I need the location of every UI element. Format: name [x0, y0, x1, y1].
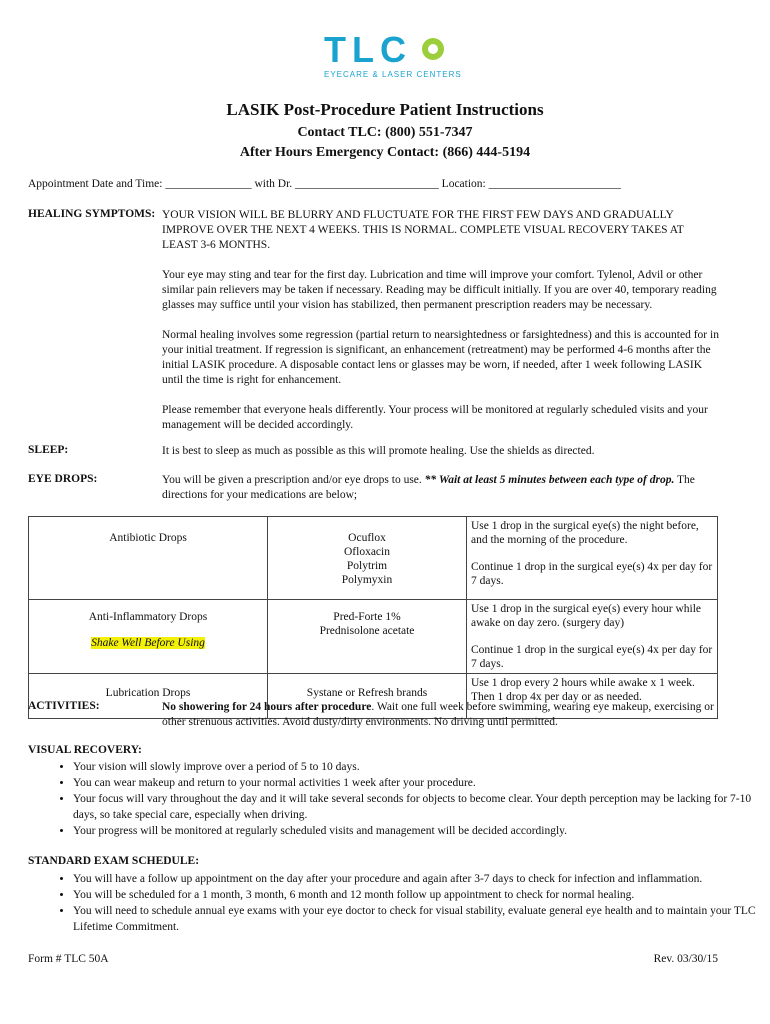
form-number: Form # TLC 50A	[28, 953, 109, 965]
appointment-line: Appointment Date and Time: _______________ with Dr. _________________________ Location: _______________________	[28, 178, 621, 190]
revision-date: Rev. 03/30/15	[653, 953, 718, 965]
drop-type: Anti-Inflammatory Drops	[88, 611, 208, 623]
table-row	[29, 517, 718, 600]
list-item: • Your focus will vary throughout the day and it will take several seconds for objects to become clear. Your depth perception may be lacking for 7-10 days, so take special care, especially when driving.	[73, 791, 770, 823]
exam-schedule-list	[28, 871, 770, 935]
healing-symptoms-text	[162, 208, 722, 433]
healing-paragraph-3: Normal healing involves some regression (partial return to nearsightedness or farsightedness) and this is accounted for in your initial treatment. If regression is significant, an enhancement (retreatment) may be performed 4-6 months after the initial LASIK procedure. A disposable contact lens or glasses may be worn, if needed, after 1 week following LASIK until the time is right for enhancement.	[162, 329, 719, 386]
direction-text: Use 1 drop in the surgical eye(s) the night before, and the morning of the procedure.	[471, 520, 699, 546]
medication-name: Polymyxin	[341, 574, 393, 586]
list-item: • You will need to schedule annual eye exams with your eye doctor to check for visual stability, evaluate general eye health and to maintain your TLC Lifetime Commitment.	[73, 903, 770, 935]
eye-drops-text	[162, 473, 722, 503]
medication-name: Ocuflox	[348, 532, 386, 544]
drop-type-cell	[29, 600, 268, 674]
drop-type: Antibiotic Drops	[109, 532, 187, 544]
healing-symptoms-label: HEALING SYMPTOMS:	[28, 208, 156, 220]
medication-cell	[268, 517, 467, 600]
sleep-text: It is best to sleep as much as possible as this will promote healing. Use the shields as directed.	[162, 445, 595, 457]
eye-drops-text-c: The directions for your medications are below;	[162, 474, 695, 501]
list-item: • You can wear makeup and return to your normal activities 1 week after your procedure.	[73, 775, 770, 791]
healing-paragraph-4: Please remember that everyone heals differently. Your process will be monitored at regularly scheduled visits and your management will be decided accordingly.	[162, 404, 708, 431]
eye-logo-icon	[420, 36, 446, 62]
healing-paragraph-1: YOUR VISION WILL BE BLURRY AND FLUCTUATE FOR THE FIRST FEW DAYS AND GRADUALLY IMPROVE OVER THE NEXT 4 WEEKS. THIS IS NORMAL. COMPLETE VISUAL RECOVERY TAKES AT LEAST 3-6 MONTHS.	[162, 209, 684, 251]
medication-name: Pred-Forte 1%	[333, 611, 401, 623]
medication-name: Systane or Refresh brands	[306, 687, 428, 699]
eye-drops-label: EYE DROPS:	[28, 473, 98, 485]
activities-rest-text: . Wait one full week before swimming, wearing eye makeup, exercising or other strenuous activities. Avoid dusty/dirty environments. No driving until permitted.	[162, 701, 714, 728]
direction-text: Use 1 drop every 2 hours while awake x 1 week. Then 1 drop 4x per day or as needed.	[471, 677, 695, 703]
medication-name: Prednisolone acetate	[319, 625, 415, 637]
activities-bold-text: No showering for 24 hours after procedure	[162, 701, 372, 713]
eye-drops-wait-note: ** Wait at least 5 minutes between each type of drop.	[424, 474, 675, 486]
drop-type-cell	[29, 517, 268, 600]
tlc-logo	[322, 29, 462, 82]
list-item: • Your vision will slowly improve over a period of 5 to 10 days.	[73, 759, 770, 775]
medication-name: Ofloxacin	[344, 546, 390, 558]
eye-drops-text-a: You will be given a prescription and/or eye drops to use.	[162, 474, 425, 486]
sleep-label: SLEEP:	[28, 444, 69, 456]
page-title: LASIK Post-Procedure Patient Instructions	[226, 100, 544, 119]
list-item: • Your progress will be monitored at regularly scheduled visits and management will be decided accordingly.	[73, 823, 770, 839]
medication-name: Polytrim	[346, 560, 388, 572]
drop-type: Lubrication Drops	[105, 687, 191, 699]
direction-text: Continue 1 drop in the surgical eye(s) 4x per day for 7 days.	[471, 644, 713, 670]
visual-recovery-list	[28, 759, 770, 839]
table-row	[29, 600, 718, 674]
logo-tagline: EYECARE & LASER CENTERS	[324, 70, 462, 79]
activities-label: ACTIVITIES:	[28, 700, 100, 712]
drops-table	[28, 516, 718, 719]
visual-recovery-label: VISUAL RECOVERY:	[28, 744, 142, 756]
contact-line: Contact TLC: (800) 551-7347	[297, 125, 473, 140]
list-item: • You will have a follow up appointment on the day after your procedure and again after 3-7 days to check for infection and inflammation.	[73, 871, 770, 887]
logo-wordmark: TLC	[324, 29, 412, 70]
activities-text	[162, 700, 722, 730]
emergency-contact-line: After Hours Emergency Contact: (866) 444-5194	[239, 145, 531, 160]
medication-cell	[268, 600, 467, 674]
direction-text: Use 1 drop in the surgical eye(s) every hour while awake on day zero. (surgery day)	[471, 603, 702, 629]
healing-paragraph-2: Your eye may sting and tear for the first day. Lubrication and time will improve your comfort. Tylenol, Advil or other similar pain relievers may be taken if necessary. Reading may be difficult initially. If you are over 40, temporary reading glasses may suffice until your vision has stabilized, then permanent prescription readers may be necessary.	[162, 269, 717, 311]
exam-schedule-label: STANDARD EXAM SCHEDULE:	[28, 855, 200, 867]
direction-text: Continue 1 drop in the surgical eye(s) 4x per day for 7 days.	[471, 561, 713, 587]
directions-cell	[467, 600, 718, 674]
shake-well-note: Shake Well Before Using	[91, 637, 205, 649]
directions-cell	[467, 517, 718, 600]
list-item: • You will be scheduled for a 1 month, 3 month, 6 month and 12 month follow up appointment to check for normal healing.	[73, 887, 770, 903]
